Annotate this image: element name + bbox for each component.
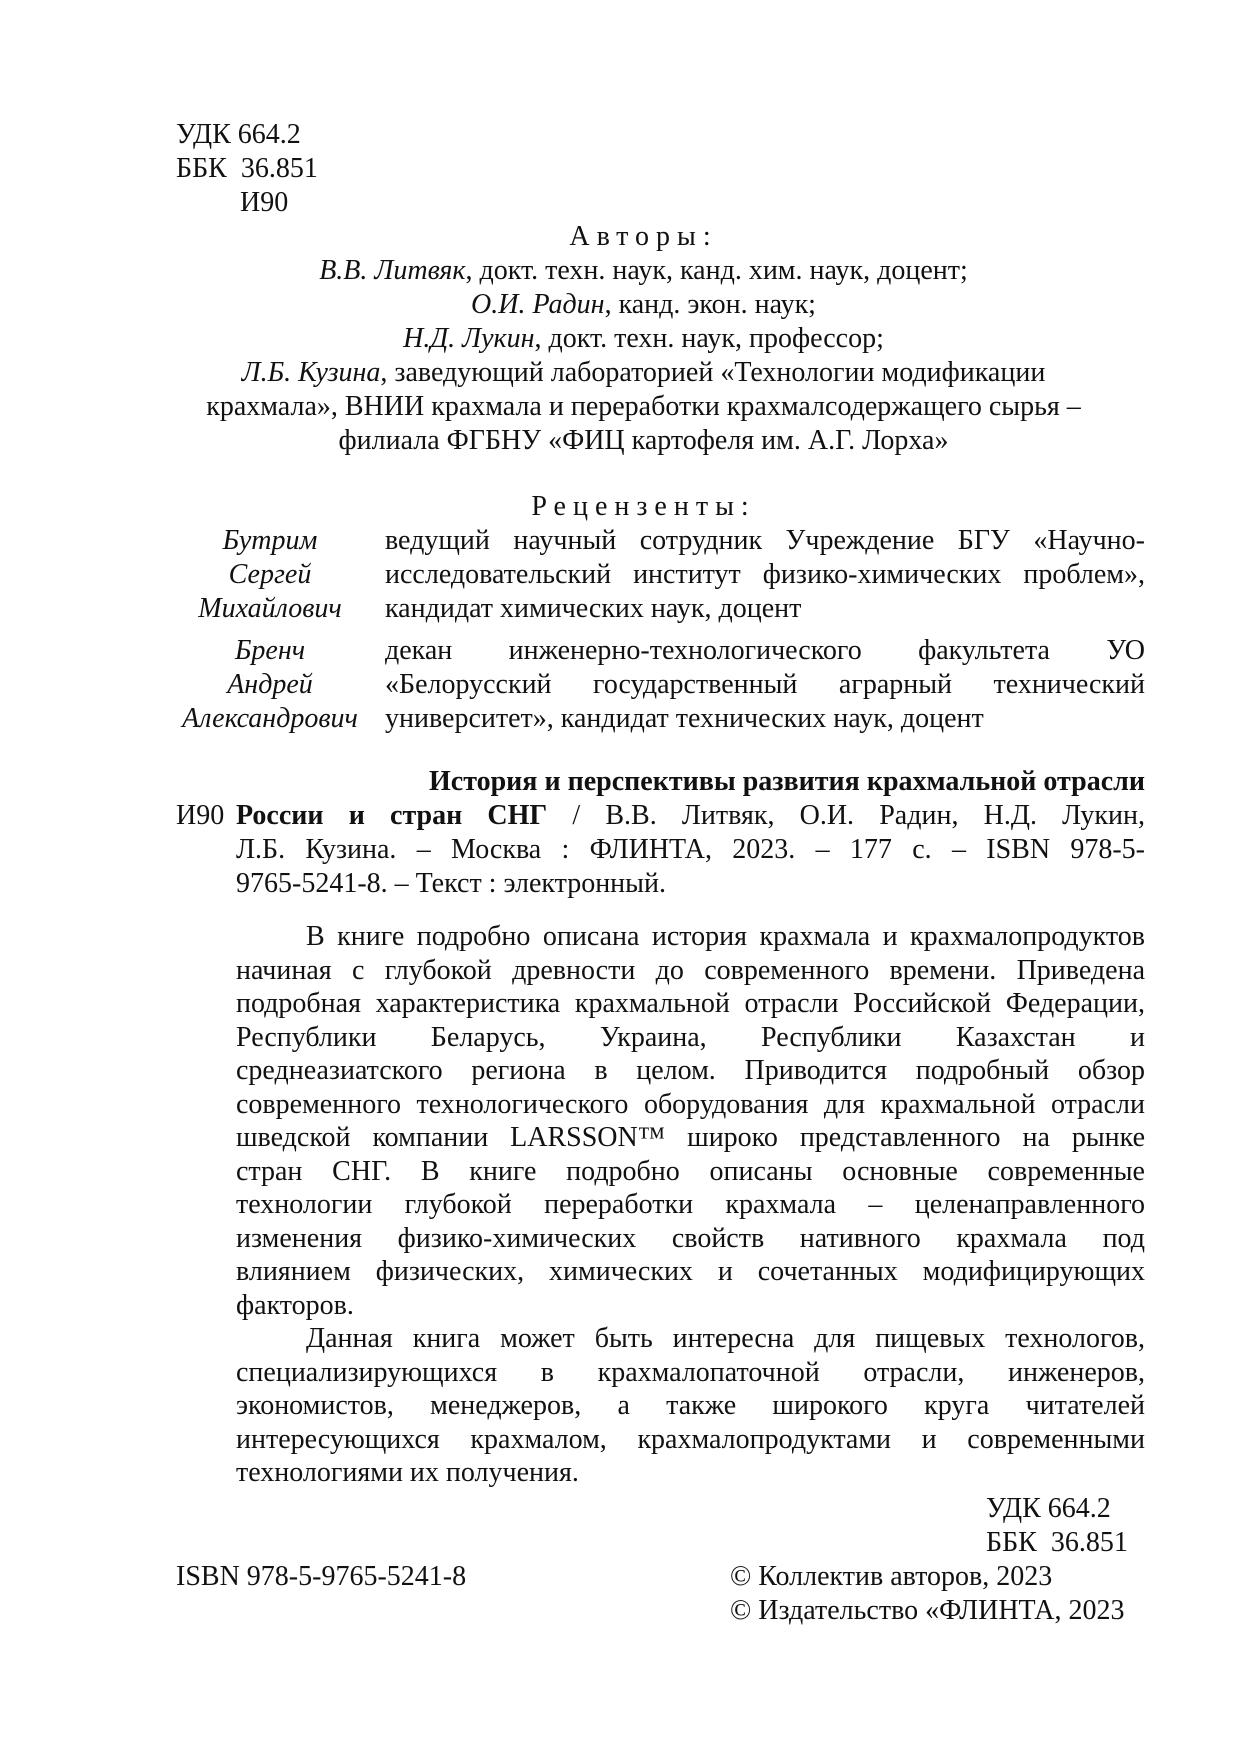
authors-heading: Авторы: bbox=[569, 221, 718, 252]
reviewer-2-description: декан инженерно-технологического факультета УО «Белорусский государственный аграрный технический университет», кандидат технических наук, доцент bbox=[385, 635, 1145, 734]
annotation-paragraph-1: В книге подробно описана история крахмала и крахмалопродуктов начиная с глубокой древности до современного времени. Приведена подробная характеристика крахмальной отрасли Российской Федерации, Республики Беларусь, Украина, Республики Казахстан и среднеазиатского региона в целом. Приводится подробный обзор современного технологического оборудования для крахмальной отрасли шведской компании LARSSON™ широко представленного на рынке стран СНГ. В книге подробно описаны основные современные технологии глубокой переработки крахмала – целенаправленного изменения физико-химических свойств нативного крахмала под влиянием физических, химических и сочетанных модифицирующих факторов. bbox=[236, 921, 1145, 1321]
udk-code: УДК 664.2 bbox=[176, 119, 301, 150]
reviewer-1-description: ведущий научный сотрудник Учреждение БГУ «Научно- исследовательский институт физико-химических проблем», кандидат химических наук, доцент bbox=[385, 525, 1145, 624]
author-line-4: Л.Б. Кузина, заведующий лабораторией «Технологии модификации bbox=[241, 357, 1046, 388]
reviewer-1-name: Бутрим Сергей Михайлович bbox=[198, 525, 342, 624]
footer-udk: УДК 664.2 bbox=[986, 1493, 1111, 1524]
bbk-code: ББК 36.851 bbox=[176, 153, 318, 184]
author-line-5: крахмала», ВНИИ крахмала и переработки крахмалсодержащего сырья – bbox=[206, 391, 1081, 422]
author-line-1: В.В. Литвяк, докт. техн. наук, канд. хим. наук, доцент; bbox=[319, 255, 968, 286]
reviewers-heading: Рецензенты: bbox=[531, 491, 756, 522]
isbn: ISBN 978-5-9765-5241-8 bbox=[176, 1561, 467, 1592]
author-line-6: филиала ФГБНУ «ФИЦ картофеля им. А.Г. Лорха» bbox=[338, 425, 949, 456]
footer-bbk: ББК 36.851 bbox=[986, 1527, 1128, 1558]
copyright-publisher: © Издательство «ФЛИНТА, 2023 bbox=[730, 1595, 1125, 1626]
bib-record: История и перспективы развития крахмальной отрасли России и стран СНГ / В.В. Литвяк, О.И. Радин, Н.Д. Лукин, Л.Б. Кузина. – Москва : ФЛИНТА, 2023. – 177 с. – ISBN 978-5- 9765-5241-8. – Текст : электронный. bbox=[236, 766, 1145, 899]
author-mark: И90 bbox=[240, 187, 289, 218]
author-line-2: О.И. Радин, канд. экон. наук; bbox=[471, 289, 816, 320]
annotation-paragraph-2: Данная книга может быть интересна для пищевых технологов, специализирующихся в крахмалопаточной отрасли, инженеров, экономистов, менеджеров, а также широкого круга читателей интересующихся крахмалом, крахмалопродуктами и современными технологиями их получения. bbox=[236, 1323, 1145, 1488]
author-line-3: Н.Д. Лукин, докт. техн. наук, профессор; bbox=[403, 323, 884, 354]
reviewer-2-name: Бренч Андрей Александрович bbox=[182, 635, 358, 734]
copyright-authors: © Коллектив авторов, 2023 bbox=[730, 1561, 1053, 1592]
bib-mark: И90 bbox=[176, 800, 225, 831]
